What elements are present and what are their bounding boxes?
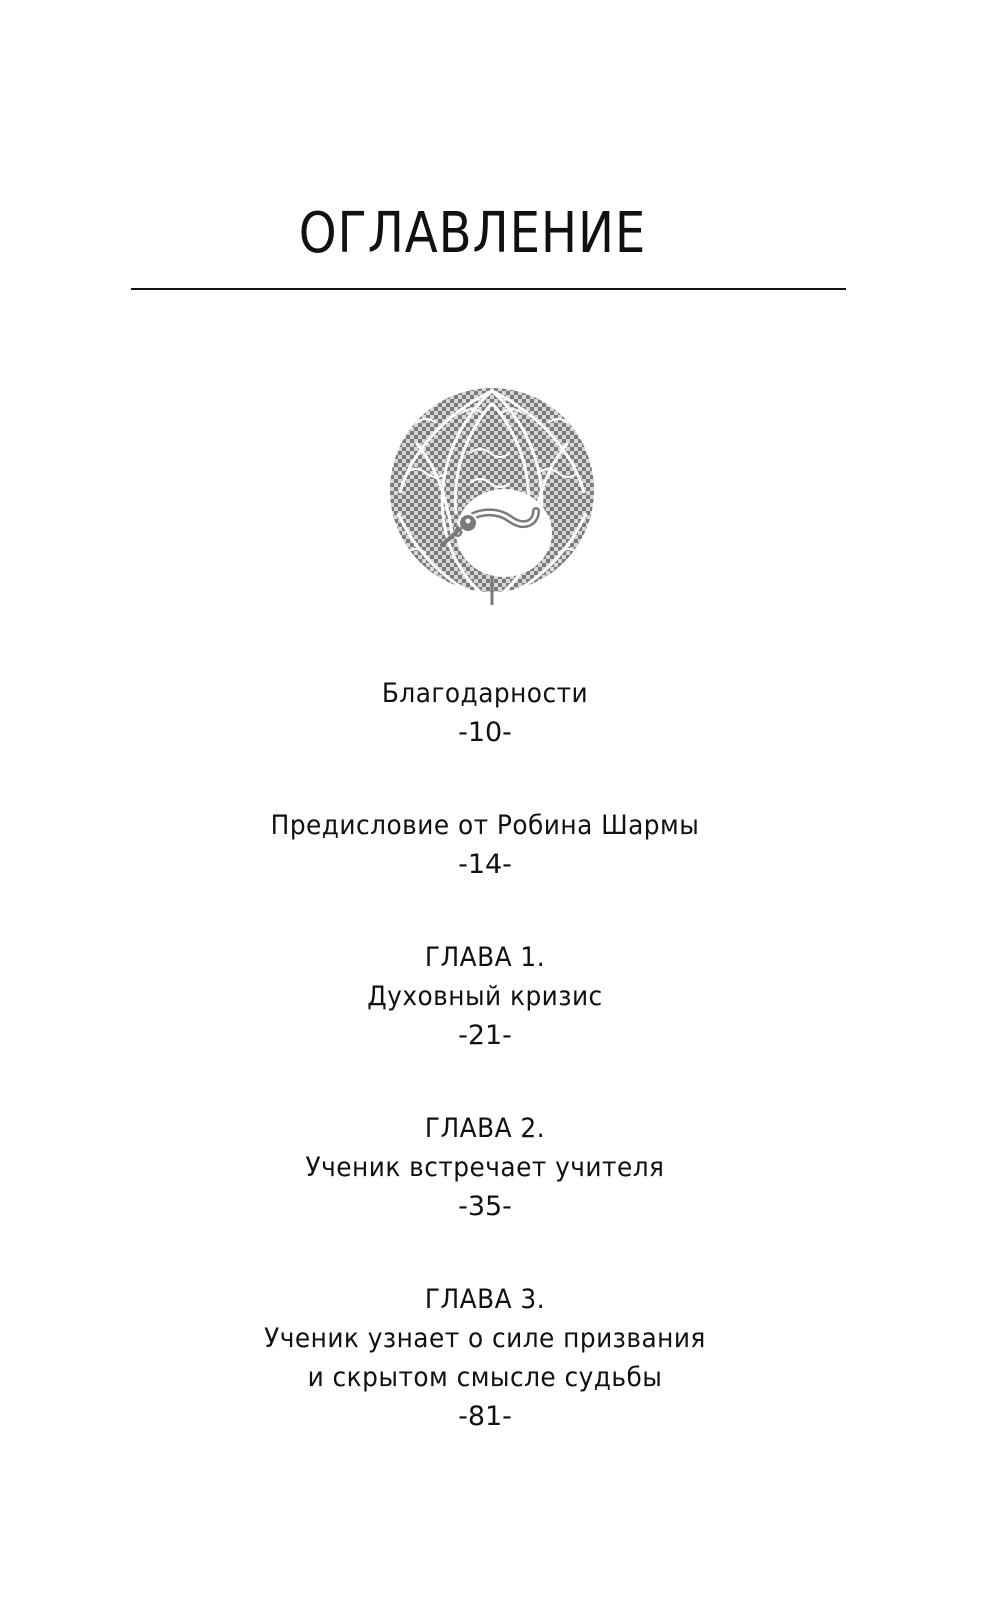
toc-entry-title: Ученик узнает о силе призвания: [264, 1323, 706, 1354]
toc-entry-chapter-2[interactable]: [0, 1109, 970, 1226]
toc-entry-page: -10-: [458, 717, 512, 748]
toc-entry-title: Духовный кризис: [367, 981, 603, 1012]
toc-chapter-label: ГЛАВА 3.: [424, 1284, 546, 1315]
toc-entry-title: Предисловие от Робина Шармы: [270, 810, 700, 841]
toc-entry-chapter-1[interactable]: [0, 938, 970, 1055]
toc-entry-page: -14-: [458, 849, 512, 880]
toc-entry-title: Ученик встречает учителя: [305, 1152, 665, 1183]
toc-entry-page: -35-: [458, 1191, 512, 1222]
title-divider: [131, 288, 846, 290]
page-title: ОГЛАВЛЕНИЕ: [298, 201, 647, 266]
toc-entry-foreword[interactable]: [0, 806, 970, 884]
toc-entry-acknowledgements[interactable]: [0, 674, 970, 752]
toc-entry-page: -81-: [458, 1401, 512, 1432]
toc-entry-chapter-3[interactable]: [0, 1280, 970, 1436]
toc-entry-title-continued: и скрытом смысле судьбы: [307, 1362, 663, 1393]
toc-list: [0, 674, 970, 1490]
toc-chapter-label: ГЛАВА 2.: [424, 1113, 546, 1144]
toc-chapter-label: ГЛАВА 1.: [424, 942, 546, 973]
crane-crest-icon: [386, 383, 598, 607]
toc-entry-title: Благодарности: [381, 678, 589, 709]
toc-entry-page: -21-: [458, 1020, 512, 1051]
